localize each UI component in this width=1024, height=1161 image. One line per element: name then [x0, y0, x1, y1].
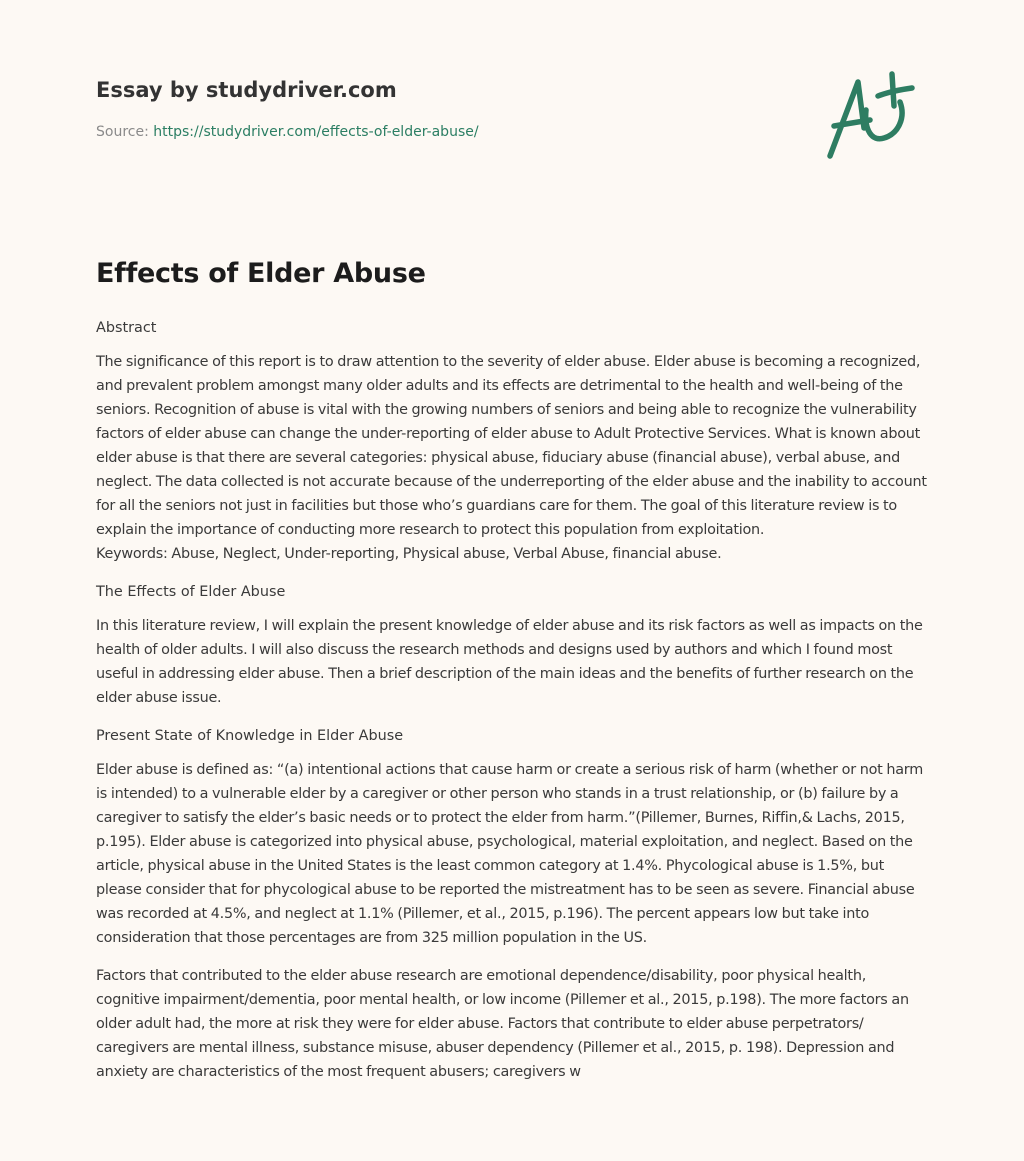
section-abstract [96, 316, 932, 566]
section-heading: Abstract [96, 320, 157, 336]
a-plus-grade-icon [822, 68, 926, 164]
keywords: Keywords: Abuse, Neglect, Under-reporting, Physical abuse, Verbal Abuse, financial abuse. [96, 546, 722, 562]
source-line [96, 122, 696, 142]
brand-title: Essay by studydriver.com [96, 78, 397, 102]
essay-title: Effects of Elder Abuse [96, 258, 426, 289]
paragraph [96, 350, 932, 566]
paragraph: Factors that contributed to the elder abuse research are emotional dependence/disability, poor physical health, cognitive impairment/dementia, poor mental health, or low income (Pillemer et al., 2015, p.198). The more factors an older adult had, the more at risk they were for elder abuse. Factors that contribute to elder abuse perpetrators/ caregivers are mental illness, substance misuse, abuser dependency (Pillemer et al., 2015, p. 198). Depression and anxiety are characteristics of the most frequent abusers; caregivers w [96, 968, 909, 1080]
section-heading: The Effects of Elder Abuse [96, 584, 286, 600]
section-effects [96, 580, 932, 710]
essay-header [96, 76, 696, 142]
paragraph: In this literature review, I will explain the present knowledge of elder abuse and its risk factors as well as impacts on the health of older adults. I will also discuss the research methods and designs used by authors and which I found most useful in addressing elder abuse. Then a brief description of the main ideas and the benefits of further research on the elder abuse issue. [96, 618, 923, 706]
section-present-state [96, 724, 932, 1084]
paragraph-text: The significance of this report is to draw attention to the severity of elder abuse. Elder abuse is becoming a recognized, and prevalent problem amongst many older adults and its effects are detrimental to the health and well-being of the seniors. Recognition of abuse is vital with the growing numbers of seniors and being able to recognize the vulnerability factors of elder abuse can change the under-reporting of elder abuse to Adult Protective Services. What is known about elder abuse is that there are several categories: physical abuse, fiduciary abuse (financial abuse), verbal abuse, and neglect. The data collected is not accurate because of the underreporting of the elder abuse and the inability to account for all the seniors not just in facilities but those who’s guardians care for them. The goal of this literature review is to explain the importance of conducting more research to protect this population from exploitation. [96, 354, 927, 538]
section-heading: Present State of Knowledge in Elder Abuse [96, 728, 404, 744]
source-label: Source: [96, 124, 154, 140]
essay-content [96, 254, 932, 1094]
source-link[interactable]: https://studydriver.com/effects-of-elder-abuse/ [153, 124, 479, 140]
paragraph: Elder abuse is defined as: “(a) intentional actions that cause harm or create a serious risk of harm (whether or not harm is intended) to a vulnerable elder by a caregiver or other person who stands in a trust relationship, or (b) failure by a caregiver to satisfy the elder’s basic needs or to protect the elder from harm.”(Pillemer, Burnes, Riffin,& Lachs, 2015, p.195). Elder abuse is categorized into physical abuse, psychological, material exploitation, and neglect. Based on the article, physical abuse in the United States is the least common category at 1.4%. Phycological abuse is 1.5%, but please consider that for phycological abuse to be reported the mistreatment has to be seen as severe. Financial abuse was recorded at 4.5%, and neglect at 1.1% (Pillemer, et al., 2015, p.196). The percent appears low but take into consideration that those percentages are from 325 million population in the US. [96, 762, 923, 946]
